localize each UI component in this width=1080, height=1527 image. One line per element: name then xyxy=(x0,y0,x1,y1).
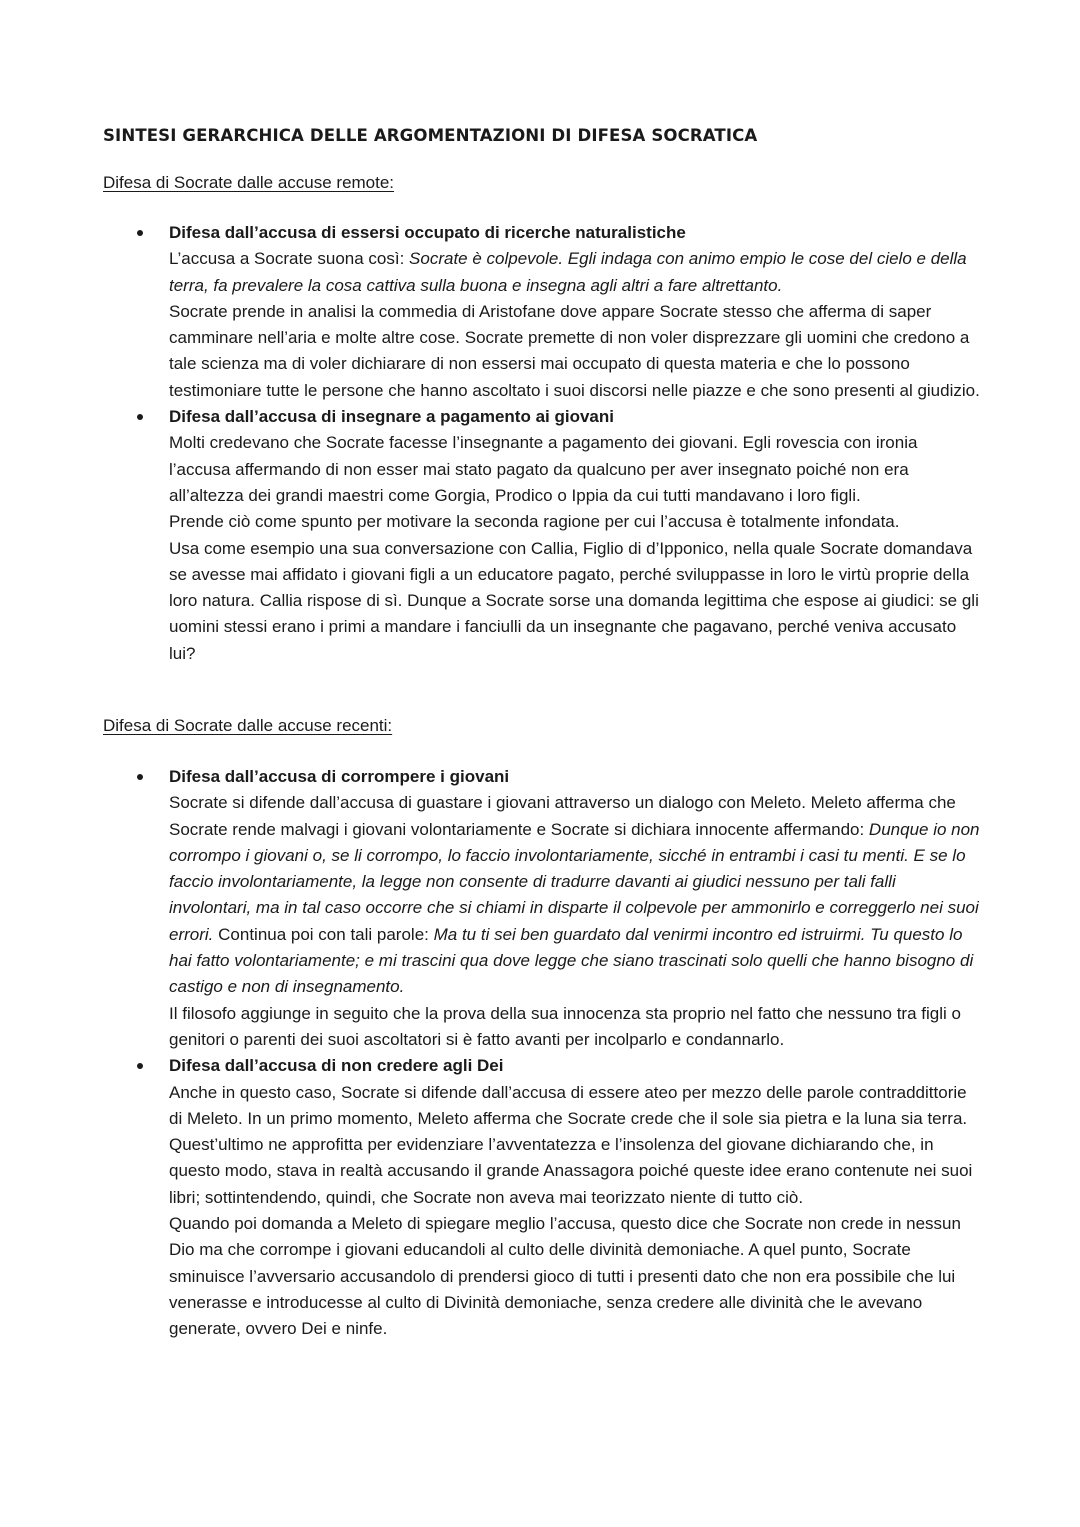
item-title: Difesa dall’accusa di corrompere i giovani xyxy=(169,767,510,786)
paragraph xyxy=(169,790,981,1000)
bullet-icon xyxy=(137,1063,143,1069)
paragraph: Quando poi domanda a Meleto di spiegare meglio l’accusa, questo dice che Socrate non crede in nessun Dio ma che corrompe i giovani educandoli al culto delle divinità demoniache. A quel punto, Socrate sminuisce l’avversario accusandolo di prendersi gioco di tutti i presenti dato che non era possibile che lui venerasse e introducesse al culto di Divinità demoniache, senza credere alle divinità che le avevano generate, ovvero Dei e ninfe. xyxy=(169,1214,961,1339)
section-heading-recent-accusations: Difesa di Socrate dalle accuse recenti: xyxy=(103,716,393,735)
list-item xyxy=(0,1053,981,1342)
quoted-defense: Ma tu ti sei ben guardato dal venirmi incontro ed istruirmi. Tu questo lo hai fatto volontariamente; e mi trascini qua dove legge che siano trascinati solo quelli che hanno bisogno di castigo e non di insegnamento. xyxy=(169,924,974,997)
item-title: Difesa dall’accusa di essersi occupato di ricerche naturalistiche xyxy=(169,223,686,242)
quoted-accusation: Socrate è colpevole. Egli indaga con animo empio le cose del cielo e della terra, fa prevalere la cosa cattiva sulla buona e insegna agli altri a fare altrettanto. xyxy=(169,249,967,295)
paragraph: Usa come esempio una sua conversazione con Callia, Figlio di d’Ipponico, nella quale Socrate domandava se avesse mai affidato i giovani figli a un educatore pagato, perché sviluppasse in loro le virtù proprie della loro natura. Callia rispose di sì. Dunque a Socrate sorse una domanda legittima che espose ai giudici: se gli uomini stessi erano i primi a mandare i fanciulli da un insegnante che pagavano, perché veniva accusato lui? xyxy=(169,538,979,663)
paragraph xyxy=(169,246,981,299)
paragraph: Prende ciò come spunto per motivare la seconda ragione per cui l’accusa è totalmente infondata. xyxy=(169,512,900,532)
paragraph: Il filosofo aggiunge in seguito che la prova della sua innocenza sta proprio nel fatto che nessuno tra figli o genitori o parenti dei suoi ascoltatori si è fatto avanti per incolparlo e condannarlo. xyxy=(169,1003,961,1049)
remote-accusations-list xyxy=(0,220,981,667)
section-heading-remote-accusations: Difesa di Socrate dalle accuse remote: xyxy=(103,173,395,192)
recent-accusations-list xyxy=(0,764,981,1343)
list-item xyxy=(0,764,981,1053)
list-item xyxy=(0,404,981,667)
item-title: Difesa dall’accusa di insegnare a pagamento ai giovani xyxy=(169,407,614,427)
list-item xyxy=(0,220,981,404)
paragraph-text: L’accusa a Socrate suona così: xyxy=(169,249,410,269)
item-title: Difesa dall’accusa di non credere agli Dei xyxy=(169,1056,504,1076)
paragraph-text: Socrate si difende dall’accusa di guastare i giovani attraverso un dialogo con Meleto. Meleto afferma che Socrate rende malvagi i giovani volontariamente e Socrate si dichiara innocente affermando: xyxy=(169,793,956,839)
document-title: SINTESI GERARCHICA DELLE ARGOMENTAZIONI DI DIFESA SOCRATICA xyxy=(103,126,758,145)
bullet-icon xyxy=(137,414,143,420)
bullet-icon xyxy=(137,774,143,780)
quoted-defense: Dunque io non corrompo i giovani o, se li corrompo, lo faccio involontariamente, sicché in entrambi i casi tu menti. E se lo faccio involontariamente, la legge non consente di tradurre davanti ai giudici nessuno per tali falli involontari, ma in tal caso occorre che si chiami in disparte il colpevole per ammonirlo e correggerlo nei suoi errori. xyxy=(169,819,980,944)
bullet-icon xyxy=(137,230,143,236)
paragraph: Anche in questo caso, Socrate si difende dall’accusa di essere ateo per mezzo delle parole contraddittorie di Meleto. In un primo momento, Meleto afferma che Socrate crede che il sole sia pietra e la luna sia terra. Quest’ultimo ne approfitta per evidenziare l’avventatezza e l’insolenza del giovane dichiarando che, in questo modo, stava in realtà accusando il grande Anassagora poiché queste idee erano contenute nei suoi libri; sottintendendo, quindi, che Socrate non aveva mai teorizzato niente di tutto ciò. xyxy=(169,1082,973,1207)
paragraph: Molti credevano che Socrate facesse l’insegnante a pagamento dei giovani. Egli rovescia con ironia l’accusa affermando di non esser mai stato pagato da qualcuno per aver insegnato poiché non era all’altezza dei grandi maestri come Gorgia, Prodico o Ippia da cui tutti mandavano i loro figli. xyxy=(169,433,918,505)
paragraph: Socrate prende in analisi la commedia di Aristofane dove appare Socrate stesso che afferma di saper camminare nell’aria e molte altre cose. Socrate premette di non voler disprezzare gli uomini che credono a tale scienza ma di voler dichiarare di non essersi mai occupato di questa materia e che lo possono testimoniare tutte le persone che hanno ascoltato i suoi discorsi nelle piazze e che sono presenti al giudizio. xyxy=(169,301,980,400)
paragraph-text: Continua poi con tali parole: xyxy=(213,924,434,944)
